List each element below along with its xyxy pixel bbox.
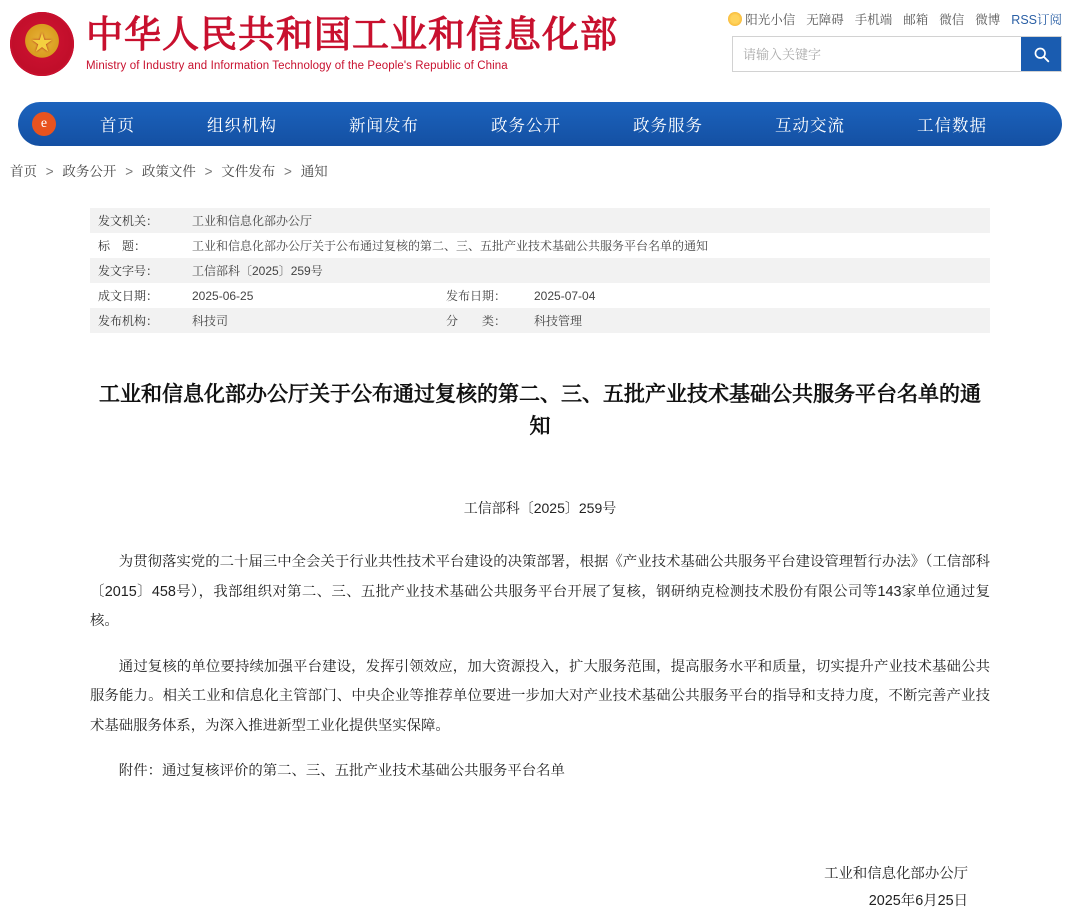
signature-date: 2025年6月25日	[868, 893, 968, 910]
top-link-mobile[interactable]: 手机端	[854, 13, 893, 27]
top-link-weibo[interactable]: 微博	[975, 13, 1001, 27]
signature-org: 工业和信息化部办公厅	[824, 865, 968, 882]
document-container	[90, 208, 990, 915]
search-button[interactable]	[1021, 37, 1061, 71]
nav-item-home[interactable]: 首页	[100, 117, 135, 135]
site-title-cn: 中华人民共和国工业和信息化部	[86, 14, 618, 56]
page-title: 工业和信息化部办公厅关于公布通过复核的第二、三、五批产业技术基础公共服务平台名单的通知	[99, 382, 981, 438]
meta-publish-date-value: 2025-07-04	[534, 288, 596, 303]
breadcrumb-item-doc-release[interactable]: 文件发布	[221, 164, 276, 179]
nav-item-interaction[interactable]: 互动交流	[775, 117, 845, 135]
table-row	[90, 233, 990, 258]
document-body	[90, 548, 990, 787]
document-attachment-line: 附件：通过复核评价的第二、三、五批产业技术基础公共服务平台名单	[118, 763, 565, 780]
breadcrumb-item-home[interactable]: 首页	[10, 164, 37, 179]
site-title-block	[86, 16, 618, 73]
meta-publish-org-label: 发布机构：	[90, 308, 184, 333]
meta-category-label: 分 类：	[350, 308, 526, 333]
top-link-mail[interactable]: 邮箱	[903, 13, 929, 27]
nav-item-government-openness[interactable]: 政务公开	[491, 117, 561, 135]
search-icon	[1033, 46, 1050, 63]
miit-logo-icon: e	[32, 112, 56, 136]
meta-issuer-value: 工业和信息化部办公厅	[184, 208, 990, 233]
breadcrumb-item-openness[interactable]: 政务公开	[62, 164, 117, 179]
meta-title-label: 标 题：	[98, 239, 147, 253]
meta-category-value: 科技管理	[526, 308, 990, 333]
meta-issuer-label: 发文机关：	[90, 208, 184, 233]
breadcrumb-item-notice[interactable]: 通知	[300, 164, 328, 179]
top-link-rss[interactable]: RSS订阅	[1011, 13, 1062, 27]
site-title-en: Ministry of Industry and Information Technology of the People's Republic of China	[86, 60, 508, 73]
table-row	[90, 283, 990, 308]
nav-item-government-services[interactable]: 政务服务	[633, 117, 703, 135]
site-logo-area[interactable]	[10, 12, 618, 76]
site-header	[0, 0, 1080, 96]
breadcrumb-separator: >	[125, 164, 134, 179]
breadcrumb-item-policy-docs[interactable]: 政策文件	[141, 164, 196, 179]
document-signature	[90, 861, 990, 915]
table-row	[90, 258, 990, 283]
main-navigation	[18, 102, 1062, 146]
top-link-sunshine-label: 阳光小信	[745, 13, 796, 27]
national-emblem-icon	[10, 12, 74, 76]
table-row	[90, 308, 990, 333]
meta-docnum-value: 工信部科〔2025〕259号	[184, 258, 990, 283]
breadcrumb-separator: >	[204, 164, 213, 179]
document-paragraph-1: 为贯彻落实党的二十届三中全会关于行业共性技术平台建设的决策部署，根据《产业技术基础公共服务平台建设管理暂行办法》（工信部科〔2015〕458号），我部组织对第二、三、五批产业技术基础公共服务平台开展了复核，钢研纳克检测技术股份有限公司等143家单位通过复核。	[90, 554, 990, 630]
top-utility-links	[728, 10, 1062, 28]
top-link-wechat[interactable]: 微信	[939, 13, 965, 27]
nav-item-organization[interactable]: 组织机构	[207, 117, 277, 135]
document-paragraph-2: 通过复核的单位要持续加强平台建设，发挥引领效应，加大资源投入，扩大服务范围，提高服务水平和质量，切实提升产业技术基础公共服务能力。相关工业和信息化主管部门、中央企业等推荐单位要进一步加大对产业技术基础公共服务平台的指导和支持力度，不断完善产业技术基础服务体系，为深入推进新型工业化提供坚实保障。	[90, 658, 990, 734]
search-input[interactable]	[733, 37, 1021, 71]
breadcrumb-separator: >	[284, 164, 292, 179]
top-link-accessibility[interactable]: 无障碍	[806, 13, 844, 27]
meta-publish-org-value: 科技司	[184, 308, 350, 333]
nav-item-news[interactable]: 新闻发布	[349, 117, 419, 135]
nav-item-industry-data[interactable]: 工信数据	[917, 117, 987, 135]
top-link-sunshine[interactable]	[728, 10, 795, 28]
breadcrumb	[10, 160, 1080, 180]
meta-title-value: 工业和信息化部办公厅关于公布通过复核的第二、三、五批产业技术基础公共服务平台名单的通知	[192, 239, 709, 253]
meta-docnum-label: 发文字号：	[90, 258, 184, 283]
search-box	[732, 36, 1062, 72]
sun-icon	[728, 12, 742, 26]
document-number: 工信部科〔2025〕259号	[463, 500, 617, 516]
meta-written-date-value: 2025-06-25	[192, 288, 254, 303]
document-meta-table	[90, 208, 990, 333]
table-row	[90, 208, 990, 233]
breadcrumb-separator: >	[45, 164, 54, 179]
meta-publish-date-label: 发布日期：	[446, 289, 507, 303]
meta-written-date-label: 成文日期：	[98, 289, 159, 303]
